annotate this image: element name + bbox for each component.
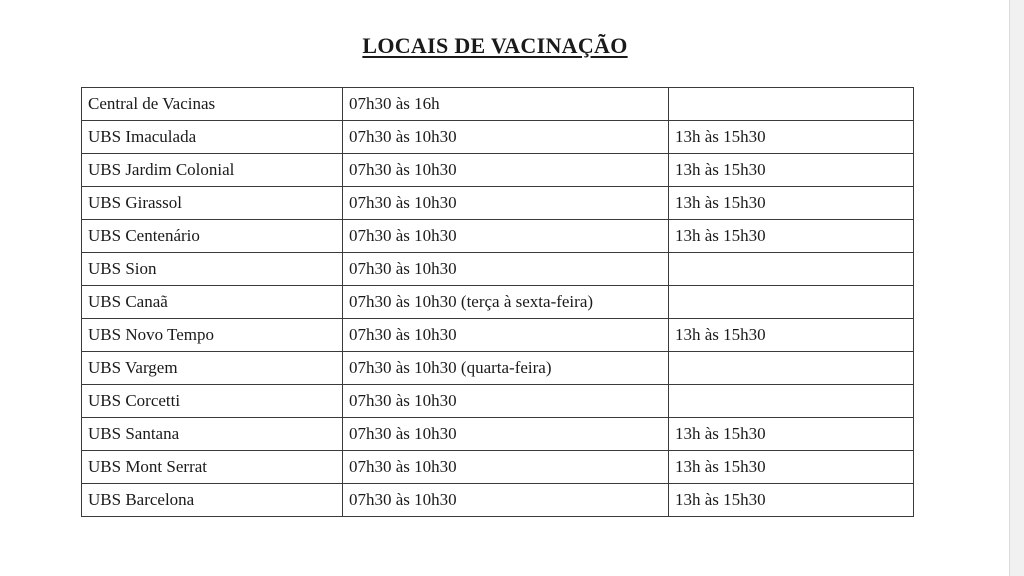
morning-hours-cell: 07h30 às 10h30 bbox=[343, 484, 669, 517]
table-row bbox=[82, 121, 914, 154]
afternoon-hours-cell bbox=[669, 286, 914, 319]
place-cell: UBS Novo Tempo bbox=[82, 319, 343, 352]
vaccination-schedule-table bbox=[81, 87, 914, 517]
morning-hours-cell: 07h30 às 10h30 bbox=[343, 121, 669, 154]
morning-hours-cell: 07h30 às 10h30 bbox=[343, 154, 669, 187]
morning-hours-cell: 07h30 às 10h30 bbox=[343, 451, 669, 484]
afternoon-hours-cell: 13h às 15h30 bbox=[669, 187, 914, 220]
table-row bbox=[82, 484, 914, 517]
place-cell: UBS Vargem bbox=[82, 352, 343, 385]
afternoon-hours-cell: 13h às 15h30 bbox=[669, 154, 914, 187]
table-row bbox=[82, 352, 914, 385]
table-row bbox=[82, 154, 914, 187]
table-row bbox=[82, 319, 914, 352]
table-row bbox=[82, 385, 914, 418]
afternoon-hours-cell bbox=[669, 253, 914, 286]
afternoon-hours-cell bbox=[669, 88, 914, 121]
table-row bbox=[82, 286, 914, 319]
morning-hours-cell: 07h30 às 10h30 (terça à sexta-feira) bbox=[343, 286, 669, 319]
table-row bbox=[82, 220, 914, 253]
place-cell: UBS Mont Serrat bbox=[82, 451, 343, 484]
place-cell: Central de Vacinas bbox=[82, 88, 343, 121]
afternoon-hours-cell: 13h às 15h30 bbox=[669, 319, 914, 352]
place-cell: UBS Corcetti bbox=[82, 385, 343, 418]
morning-hours-cell: 07h30 às 10h30 (quarta-feira) bbox=[343, 352, 669, 385]
morning-hours-cell: 07h30 às 10h30 bbox=[343, 385, 669, 418]
place-cell: UBS Girassol bbox=[82, 187, 343, 220]
morning-hours-cell: 07h30 às 10h30 bbox=[343, 187, 669, 220]
table-row bbox=[82, 451, 914, 484]
afternoon-hours-cell: 13h às 15h30 bbox=[669, 484, 914, 517]
place-cell: UBS Canaã bbox=[82, 286, 343, 319]
page-title bbox=[0, 33, 990, 59]
afternoon-hours-cell: 13h às 15h30 bbox=[669, 121, 914, 154]
afternoon-hours-cell bbox=[669, 385, 914, 418]
place-cell: UBS Imaculada bbox=[82, 121, 343, 154]
morning-hours-cell: 07h30 às 10h30 bbox=[343, 253, 669, 286]
morning-hours-cell: 07h30 às 16h bbox=[343, 88, 669, 121]
place-cell: UBS Jardim Colonial bbox=[82, 154, 343, 187]
table-row bbox=[82, 88, 914, 121]
afternoon-hours-cell: 13h às 15h30 bbox=[669, 220, 914, 253]
afternoon-hours-cell: 13h às 15h30 bbox=[669, 418, 914, 451]
table-row bbox=[82, 418, 914, 451]
place-cell: UBS Barcelona bbox=[82, 484, 343, 517]
afternoon-hours-cell: 13h às 15h30 bbox=[669, 451, 914, 484]
page-title-text: LOCAIS DE VACINAÇÃO bbox=[362, 33, 628, 58]
table-row bbox=[82, 253, 914, 286]
morning-hours-cell: 07h30 às 10h30 bbox=[343, 418, 669, 451]
table-row bbox=[82, 187, 914, 220]
page-edge bbox=[1009, 0, 1024, 576]
place-cell: UBS Santana bbox=[82, 418, 343, 451]
place-cell: UBS Centenário bbox=[82, 220, 343, 253]
afternoon-hours-cell bbox=[669, 352, 914, 385]
morning-hours-cell: 07h30 às 10h30 bbox=[343, 220, 669, 253]
morning-hours-cell: 07h30 às 10h30 bbox=[343, 319, 669, 352]
place-cell: UBS Sion bbox=[82, 253, 343, 286]
